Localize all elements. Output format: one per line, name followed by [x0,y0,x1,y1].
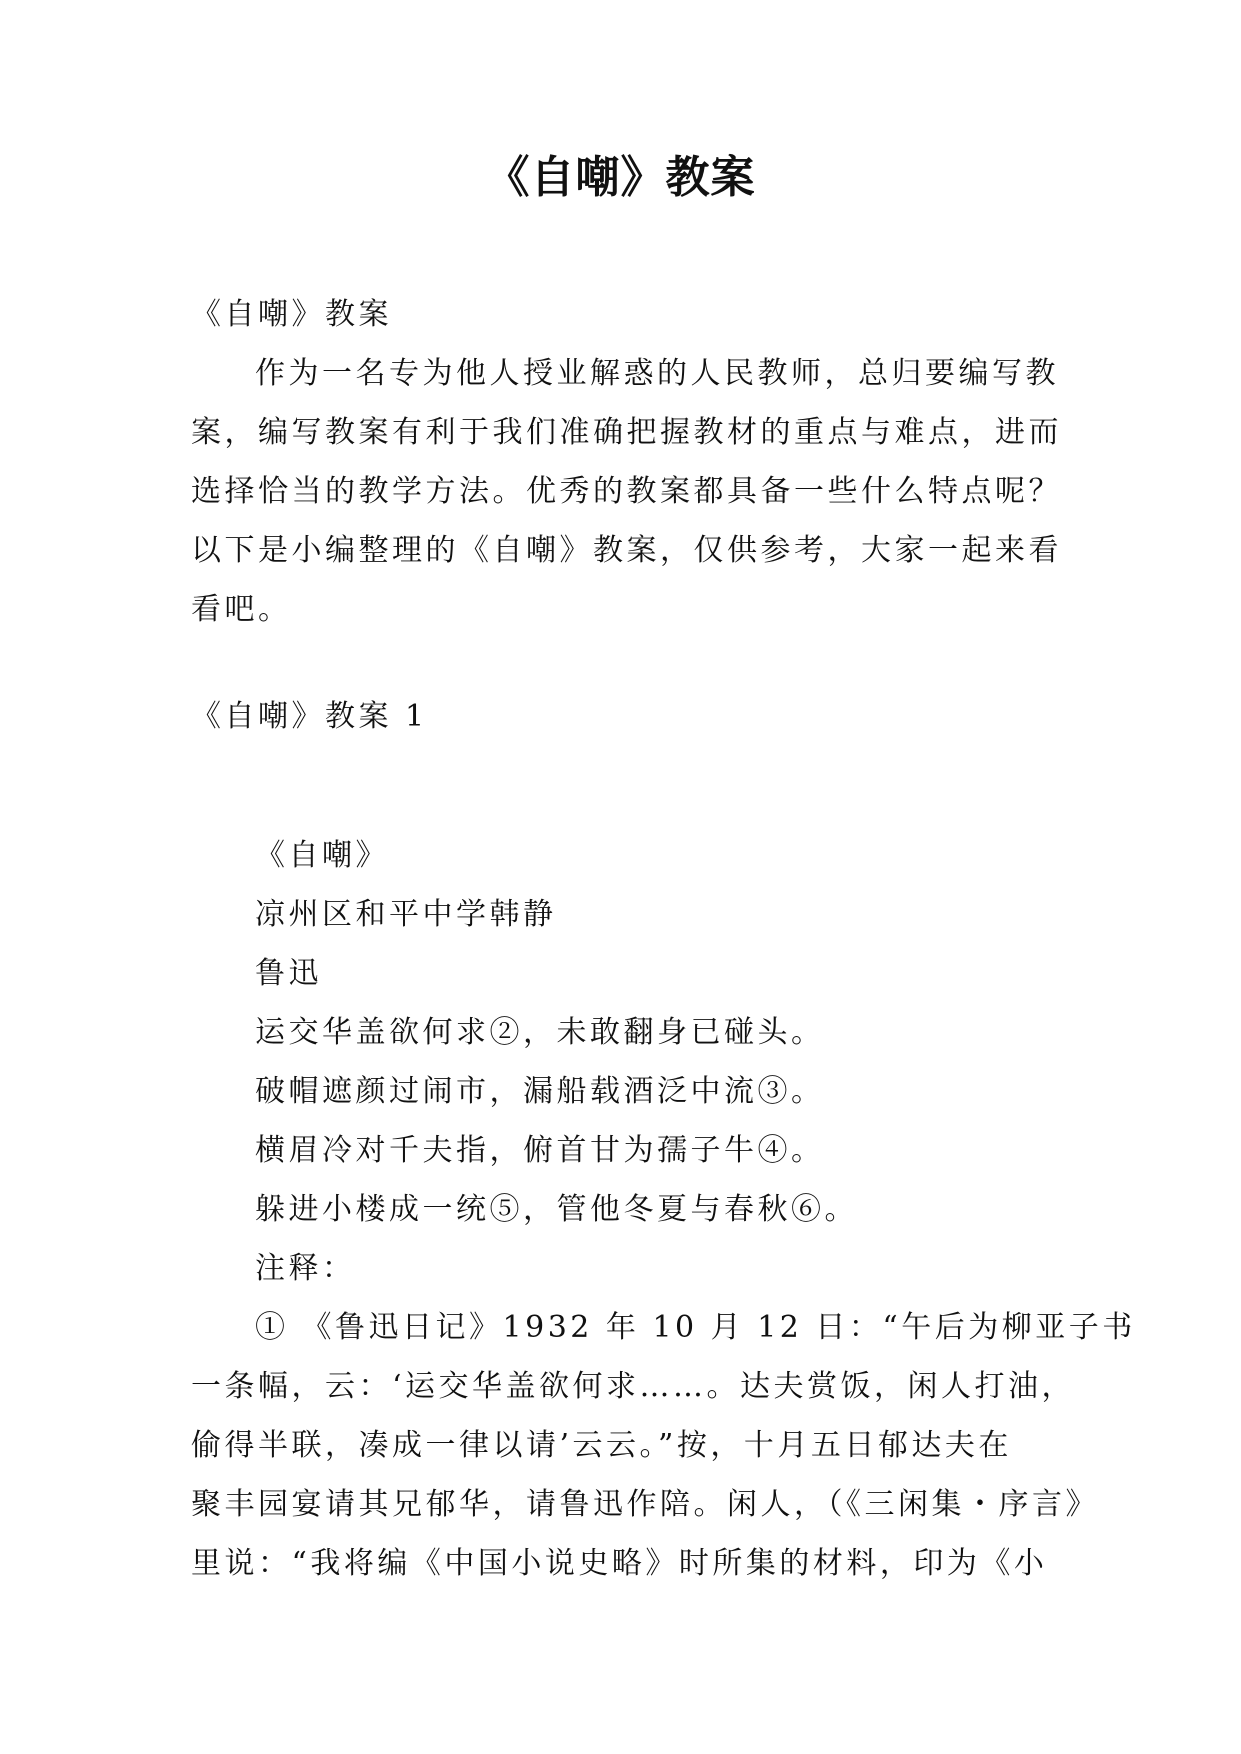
spacer [191,639,1051,687]
document-title: 《自嘲》教案 [485,152,756,203]
note-line: 偷得半联，凑成一律以请’云云。”按，十月五日郁达夫在 [191,1428,1012,1463]
poem-author: 鲁迅 [255,956,322,991]
subtitle: 《自嘲》教案 [191,297,392,332]
poem-line: 破帽遮颜过闹市，漏船载酒泛中流③。 [255,1074,825,1109]
section-heading: 《自嘲》教案 1 [191,699,428,734]
poem-line: 运交华盖欲何求②，未敢翻身已碰头。 [255,1015,825,1050]
spacer [191,746,1051,826]
poem-teacher: 凉州区和平中学韩静 [255,897,557,932]
intro-line: 看吧。 [191,592,292,627]
intro-line: 选择恰当的教学方法。优秀的教案都具备一些什么特点呢？ [191,474,1062,509]
intro-line: 案，编写教案有利于我们准确把握教材的重点与难点，进而 [191,415,1062,450]
note-line: 里说：“我将编《中国小说史略》时所集的材料，印为《小 [191,1546,1048,1581]
note-line: 聚丰园宴请其兄郁华，请鲁迅作陪。闲人，（《三闲集・序言》 [191,1487,1099,1522]
poem-title: 《自嘲》 [255,838,389,873]
intro-line: 作为一名专为他人授业解惑的人民教师，总归要编写教 [255,356,1059,391]
poem-line: 躲进小楼成一统⑤，管他冬夏与春秋⑥。 [255,1192,858,1227]
document-body [191,285,1136,1593]
notes-label: 注释： [255,1251,356,1286]
poem-line: 横眉冷对千夫指，俯首甘为孺子牛④。 [255,1133,825,1168]
note-line: 一条幅，云：‘运交华盖欲何求……。达夫赏饭，闲人打油， [191,1369,1076,1404]
notes-paragraph [191,1298,1136,1593]
poem-body [191,1003,1051,1239]
note-line: ① 《鲁迅日记》1932 年 10 月 12 日：“午后为柳亚子书 [255,1310,1136,1345]
intro-line: 以下是小编整理的《自嘲》教案，仅供参考，大家一起来看 [191,533,1062,568]
intro-paragraph [191,344,1062,639]
